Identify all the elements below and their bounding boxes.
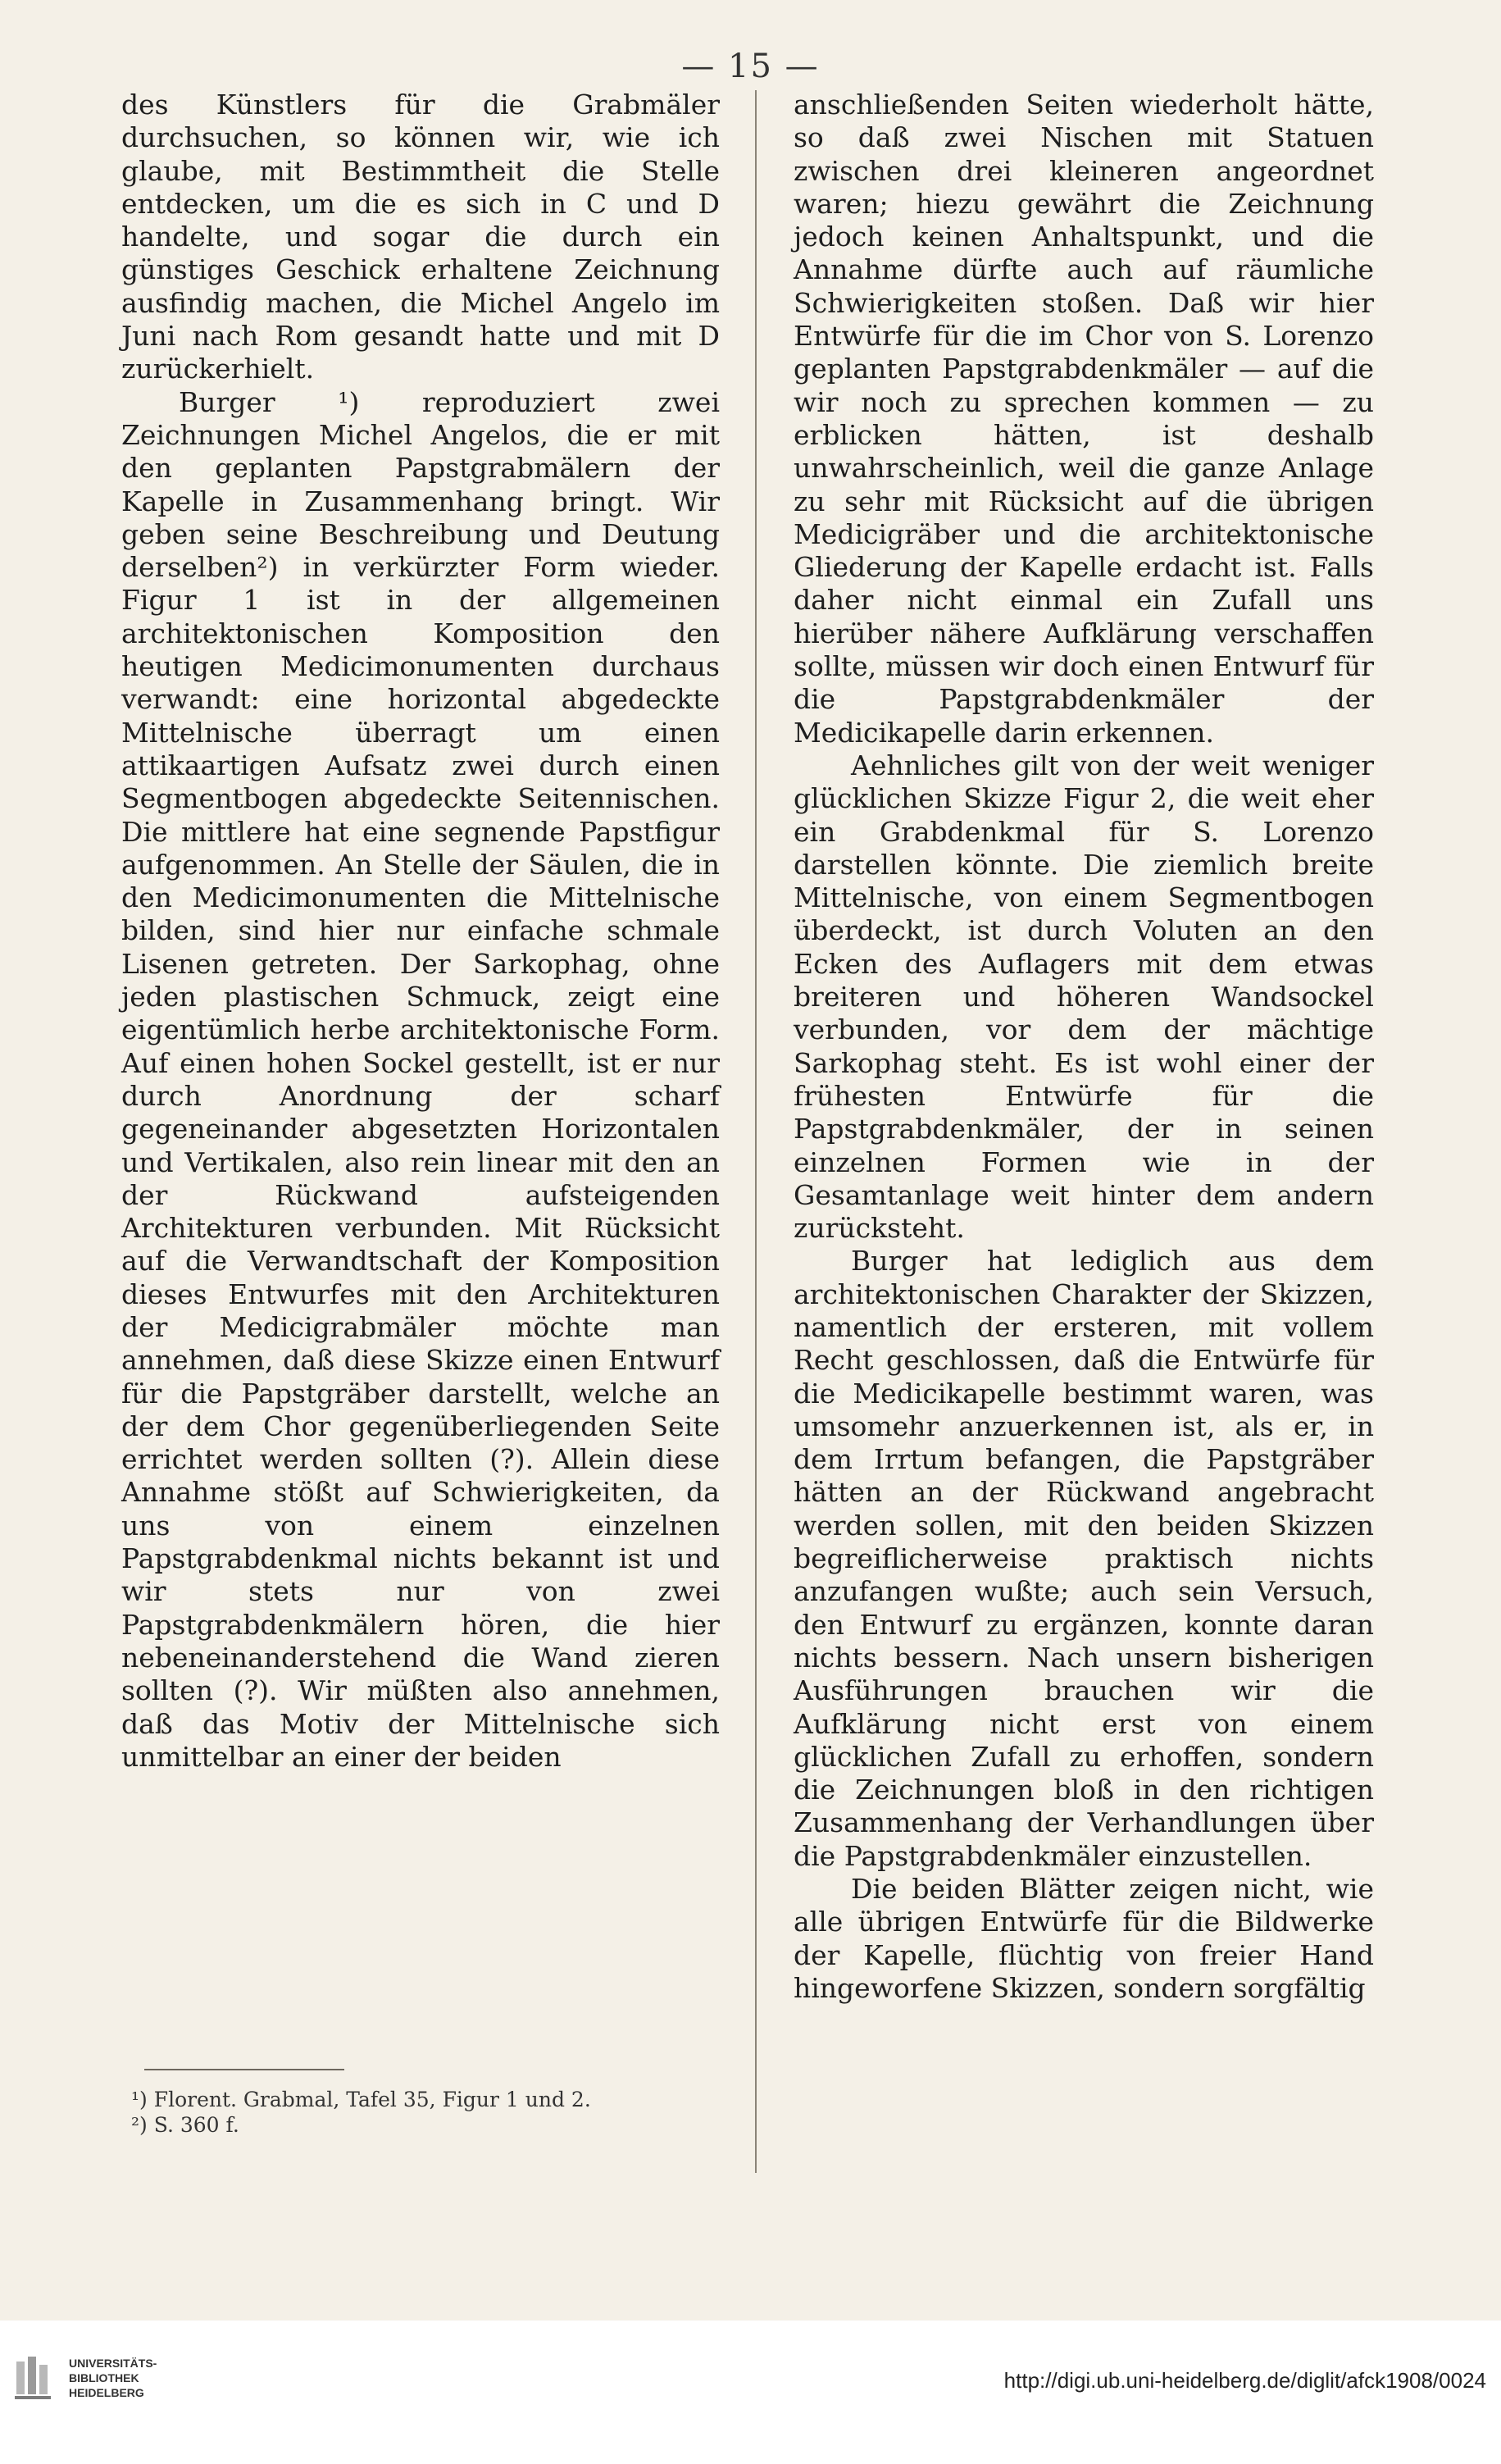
- viewer-footer: [0, 2321, 1501, 2464]
- footnote-rule: [144, 2069, 344, 2070]
- paragraph: Die beiden Blätter zeigen nicht, wie alle übrigen Entwürfe für die Bildwerke der Kapelle, flüchtig von freier Hand hingeworfene Skizzen, sondern sorgfältig: [794, 1873, 1374, 2004]
- paragraph: Burger ¹) reproduziert zwei Zeichnungen Michel Angelos, die er mit den geplanten Papstgrabmälern der Kapelle in Zusammenhang bringt. Wir geben seine Beschreibung und Deutung derselben²) in verkürzter Form wieder. Figur 1 ist in der allgemeinen architektonischen Komposition den heutigen Medicimonumenten durchaus verwandt: eine horizontal abgedeckte Mittelnische überragt um einen attikaartigen Aufsatz zwei durch einen Segmentbogen abgedeckte Seitennischen. Die mittlere hat eine segnende Papstfigur aufgenommen. An Stelle der Säulen, die in den Medicimonumenten die Mittelnische bilden, sind hier nur einfache schmale Lisenen getreten. Der Sarkophag, ohne jeden plastischen Schmuck, zeigt eine eigentümlich herbe architektonische Form. Auf einen hohen Sockel gestellt, ist er nur durch Anordnung der scharf gegeneinander abgesetzten Horizontalen und Vertikalen, also rein linear mit den an der Rückwand aufsteigenden Architekturen verbunden. Mit Rücksicht auf die Verwandtschaft der Komposition dieses Entwurfes mit den Architekturen der Medicigrabmäler möchte man annehmen, daß diese Skizze einen Entwurf für die Papstgräber darstellt, welche an der dem Chor gegenüberliegenden Seite errichtet werden sollten (?). Allein diese Annahme stößt auf Schwierigkeiten, da uns von einem einzelnen Papstgrabdenkmal nichts bekannt ist und wir stets nur von zwei Papstgrabdenkmälern hören, die hier nebeneinanderstehend die Wand zieren sollten (?). Wir müßten also annehmen, daß das Motiv der Mittelnische sich unmittelbar an einer der beiden: [121, 385, 720, 1773]
- footnotes: [131, 2087, 730, 2138]
- text-column-left: [121, 89, 720, 1774]
- source-url-link[interactable]: http://digi.ub.uni-heidelberg.de/diglit/afck1908/0024: [1003, 2368, 1486, 2393]
- footnote: ²) S. 360 f.: [131, 2113, 239, 2137]
- paragraph: Aehnliches gilt von der weit weniger glücklichen Skizze Figur 2, die weit eher ein Grabdenkmal für S. Lorenzo darstellen könnte. Die ziemlich breite Mittelnische, von einem Segmentbogen überdeckt, ist durch Voluten an den Ecken des Auflagers mit dem etwas breiteren und höheren Wandsockel verbunden, vor dem der mächtige Sarkophag steht. Es ist wohl einer der frühesten Entwürfe für die Papstgrabdenkmäler, der in seinen einzelnen Formen wie in der Gesamtanlage weit hinter dem andern zurücksteht.: [794, 749, 1374, 1245]
- column-divider: [755, 90, 757, 2173]
- paragraph: des Künstlers für die Grabmäler durchsuchen, so können wir, wie ich glaube, mit Bestimmtheit die Stelle entdecken, um die es sich in C und D handelte, und sogar die durch ein günstiges Geschick erhaltene Zeichnung ausfindig machen, die Michel Angelo im Juni nach Rom gesandt hatte und mit D zurückerhielt.: [121, 89, 720, 385]
- library-name: UNIVERSITÄTS- BIBLIOTHEK HEIDELBERG: [69, 2357, 157, 2399]
- text-column-right: [794, 89, 1374, 2005]
- paragraph: Burger hat lediglich aus dem architektonischen Charakter der Skizzen, namentlich der ersteren, mit vollem Recht geschlossen, daß die Entwürfe für die Medicikapelle bestimmt waren, was umsomehr anzuerkennen ist, als er, in dem Irrtum befangen, die Papstgräber hätten an der Rückwand angebracht werden sollen, mit den beiden Skizzen begreiflicherweise praktisch nichts anzufangen wußte; auch sein Versuch, den Entwurf zu ergänzen, konnte daran nichts bessern. Nach unsern bisherigen Ausführungen brauchen wir die Aufklärung nicht erst von einem glücklichen Zufall zu erhoffen, sondern die Zeichnungen bloß in den richtigen Zusammenhang der Verhandlungen über die Papstgrabdenkmäler einzustellen.: [794, 1245, 1374, 1872]
- library-crest-icon: [15, 2353, 57, 2403]
- page-number: — 15 —: [681, 48, 820, 85]
- paragraph: anschließenden Seiten wiederholt hätte, so daß zwei Nischen mit Statuen zwischen drei kleineren angeordnet waren; hiezu gewährt die Zeichnung jedoch keinen Anhaltspunkt, und die Annahme dürfte auch auf räumliche Schwierigkeiten stoßen. Daß wir hier Entwürfe für die im Chor von S. Lorenzo geplanten Papstgrabdenkmäler — auf die wir noch zu sprechen kommen — zu erblicken hätten, ist deshalb unwahrscheinlich, weil die ganze Anlage zu sehr mit Rücksicht auf die übrigen Medicigräber und die architektonische Gliederung der Kapelle erdacht ist. Falls daher nicht einmal ein Zufall uns hierüber nähere Aufklärung verschaffen sollte, müssen wir doch einen Entwurf für die Papstgrabdenkmäler der Medicikapelle darin erkennen.: [794, 89, 1374, 749]
- footnote: ¹) Florent. Grabmal, Tafel 35, Figur 1 und 2.: [131, 2088, 591, 2111]
- library-logo[interactable]: [15, 2353, 157, 2403]
